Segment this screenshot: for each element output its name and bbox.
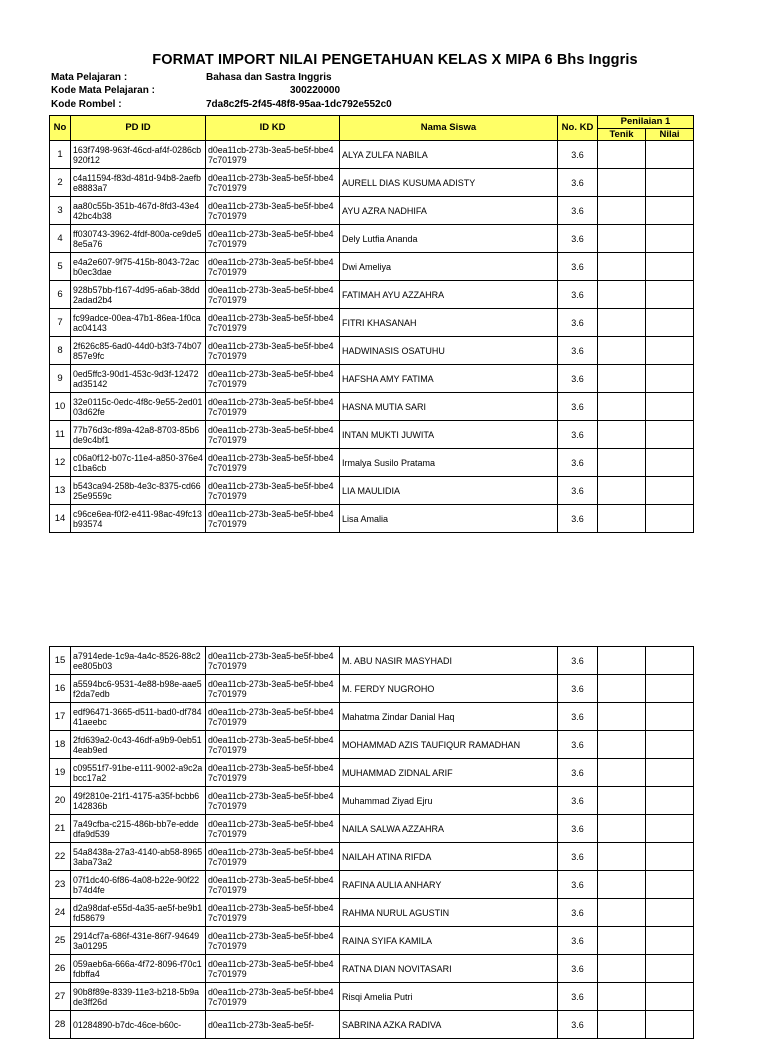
header-nama-siswa: Nama Siswa — [340, 116, 558, 141]
nama-siswa-cell: RAHMA NURUL AGUSTIN — [340, 899, 558, 927]
no-kd-cell: 3.6 — [558, 253, 598, 281]
teknik-cell[interactable] — [598, 927, 646, 955]
nama-siswa-cell: HADWINASIS OSATUHU — [340, 337, 558, 365]
table-row — [50, 703, 694, 731]
no-kd-cell: 3.6 — [558, 675, 598, 703]
no-kd-cell: 3.6 — [558, 787, 598, 815]
nilai-cell[interactable] — [646, 647, 694, 675]
nilai-cell[interactable] — [646, 815, 694, 843]
row-number: 7 — [50, 309, 71, 337]
pd-id-cell: c96ce6ea-f0f2-e411-98ac-49fc13b93574 — [71, 505, 206, 533]
no-kd-cell: 3.6 — [558, 449, 598, 477]
row-number: 21 — [50, 815, 71, 843]
table-row — [50, 647, 694, 675]
row-number: 18 — [50, 731, 71, 759]
nilai-cell[interactable] — [646, 365, 694, 393]
header-no: No — [50, 116, 71, 141]
no-kd-cell: 3.6 — [558, 899, 598, 927]
mapel-label: Mata Pelajaran : — [51, 72, 128, 83]
pd-id-cell: edf96471-3665-d511-bad0-df78441aeebc — [71, 703, 206, 731]
nilai-cell[interactable] — [646, 421, 694, 449]
pd-id-cell: 0ed5ffc3-90d1-453c-9d3f-12472ad35142 — [71, 365, 206, 393]
no-kd-cell: 3.6 — [558, 647, 598, 675]
row-number: 10 — [50, 393, 71, 421]
nilai-cell[interactable] — [646, 787, 694, 815]
id-kd-cell: d0ea11cb-273b-3ea5-be5f-bbe47c701979 — [206, 983, 340, 1011]
table-row — [50, 309, 694, 337]
row-number: 1 — [50, 141, 71, 169]
row-number: 3 — [50, 197, 71, 225]
teknik-cell[interactable] — [598, 731, 646, 759]
nama-siswa-cell: Dely Lutfia Ananda — [340, 225, 558, 253]
table-row — [50, 955, 694, 983]
teknik-cell[interactable] — [598, 843, 646, 871]
no-kd-cell: 3.6 — [558, 337, 598, 365]
nilai-cell[interactable] — [646, 983, 694, 1011]
teknik-cell[interactable] — [598, 647, 646, 675]
pd-id-cell: 163f7498-963f-46cd-af4f-0286cb920f12 — [71, 141, 206, 169]
teknik-cell[interactable] — [598, 477, 646, 505]
pd-id-cell: aa80c55b-351b-467d-8fd3-43e442bc4b38 — [71, 197, 206, 225]
nilai-cell[interactable] — [646, 169, 694, 197]
id-kd-cell: d0ea11cb-273b-3ea5-be5f-bbe47c701979 — [206, 309, 340, 337]
teknik-cell[interactable] — [598, 365, 646, 393]
pd-id-cell: c4a11594-f83d-481d-94b8-2aefbe8883a7 — [71, 169, 206, 197]
no-kd-cell: 3.6 — [558, 281, 598, 309]
no-kd-cell: 3.6 — [558, 505, 598, 533]
nama-siswa-cell: ALYA ZULFA NABILA — [340, 141, 558, 169]
header-nilai: Nilai — [646, 129, 694, 141]
kode-mapel-value: 300220000 — [290, 85, 341, 96]
id-kd-cell: d0ea11cb-273b-3ea5-be5f-bbe47c701979 — [206, 955, 340, 983]
row-number: 22 — [50, 843, 71, 871]
pd-id-cell: a5594bc6-9531-4e88-b98e-aae5f2da7edb — [71, 675, 206, 703]
no-kd-cell: 3.6 — [558, 477, 598, 505]
header-no-kd: No. KD — [558, 116, 598, 141]
no-kd-cell: 3.6 — [558, 1011, 598, 1039]
pd-id-cell: 77b76d3c-f89a-42a8-8703-85b6de9c4bf1 — [71, 421, 206, 449]
table-row — [50, 675, 694, 703]
table-row — [50, 225, 694, 253]
teknik-cell[interactable] — [598, 505, 646, 533]
teknik-cell[interactable] — [598, 955, 646, 983]
nama-siswa-cell: SABRINA AZKA RADIVA — [340, 1011, 558, 1039]
nilai-cell[interactable] — [646, 899, 694, 927]
no-kd-cell: 3.6 — [558, 225, 598, 253]
no-kd-cell: 3.6 — [558, 197, 598, 225]
id-kd-cell: d0ea11cb-273b-3ea5-be5f-bbe47c701979 — [206, 477, 340, 505]
table-row — [50, 899, 694, 927]
teknik-cell[interactable] — [598, 449, 646, 477]
nama-siswa-cell: Dwi Ameliya — [340, 253, 558, 281]
nilai-cell[interactable] — [646, 1011, 694, 1039]
id-kd-cell: d0ea11cb-273b-3ea5-be5f-bbe47c701979 — [206, 225, 340, 253]
teknik-cell[interactable] — [598, 871, 646, 899]
row-number: 25 — [50, 927, 71, 955]
nama-siswa-cell: Irmalya Susilo Pratama — [340, 449, 558, 477]
nilai-cell[interactable] — [646, 141, 694, 169]
header-pd-id: PD ID — [71, 116, 206, 141]
nilai-cell[interactable] — [646, 871, 694, 899]
id-kd-cell: d0ea11cb-273b-3ea5-be5f-bbe47c701979 — [206, 421, 340, 449]
pd-id-cell: 2f626c85-6ad0-44d0-b3f3-74b07857e9fc — [71, 337, 206, 365]
no-kd-cell: 3.6 — [558, 955, 598, 983]
teknik-cell[interactable] — [598, 309, 646, 337]
row-number: 23 — [50, 871, 71, 899]
table-row — [50, 337, 694, 365]
nama-siswa-cell: RAINA SYIFA KAMILA — [340, 927, 558, 955]
pd-id-cell: 54a8438a-27a3-4140-ab58-89653aba73a2 — [71, 843, 206, 871]
id-kd-cell: d0ea11cb-273b-3ea5-be5f-bbe47c701979 — [206, 505, 340, 533]
table-row — [50, 393, 694, 421]
pd-id-cell: ff030743-3962-4fdf-800a-ce9de58e5a76 — [71, 225, 206, 253]
teknik-cell[interactable] — [598, 1011, 646, 1039]
row-number: 6 — [50, 281, 71, 309]
teknik-cell[interactable] — [598, 899, 646, 927]
nilai-cell[interactable] — [646, 675, 694, 703]
id-kd-cell: d0ea11cb-273b-3ea5-be5f-bbe47c701979 — [206, 253, 340, 281]
table-row — [50, 281, 694, 309]
row-number: 26 — [50, 955, 71, 983]
teknik-cell[interactable] — [598, 197, 646, 225]
row-number: 8 — [50, 337, 71, 365]
nama-siswa-cell: INTAN MUKTI JUWITA — [340, 421, 558, 449]
no-kd-cell: 3.6 — [558, 871, 598, 899]
pd-id-cell: 7a49cfba-c215-486b-bb7e-eddedfa9d539 — [71, 815, 206, 843]
table-row — [50, 197, 694, 225]
no-kd-cell: 3.6 — [558, 983, 598, 1011]
table-row — [50, 141, 694, 169]
nilai-table-2 — [49, 646, 694, 1039]
kode-mapel-label: Kode Mata Pelajaran : — [51, 85, 155, 96]
nilai-cell[interactable] — [646, 505, 694, 533]
nilai-cell[interactable] — [646, 955, 694, 983]
no-kd-cell: 3.6 — [558, 309, 598, 337]
nilai-cell[interactable] — [646, 225, 694, 253]
nilai-cell[interactable] — [646, 253, 694, 281]
table-row — [50, 927, 694, 955]
nilai-cell[interactable] — [646, 337, 694, 365]
table-body-2 — [50, 647, 694, 1039]
nama-siswa-cell: HAFSHA AMY FATIMA — [340, 365, 558, 393]
nama-siswa-cell: LIA MAULIDIA — [340, 477, 558, 505]
nama-siswa-cell: Muhammad Ziyad Ejru — [340, 787, 558, 815]
page-title: FORMAT IMPORT NILAI PENGETAHUAN KELAS X MIPA 6 Bhs Inggris — [152, 52, 638, 68]
teknik-cell[interactable] — [598, 393, 646, 421]
nama-siswa-cell: Lisa Amalia — [340, 505, 558, 533]
no-kd-cell: 3.6 — [558, 731, 598, 759]
no-kd-cell: 3.6 — [558, 815, 598, 843]
nama-siswa-cell: AYU AZRA NADHIFA — [340, 197, 558, 225]
row-number: 16 — [50, 675, 71, 703]
nama-siswa-cell: FATIMAH AYU AZZAHRA — [340, 281, 558, 309]
table-row — [50, 759, 694, 787]
nama-siswa-cell: Risqi Amelia Putri — [340, 983, 558, 1011]
pd-id-cell: 32e0115c-0edc-4f8c-9e55-2ed0103d62fe — [71, 393, 206, 421]
pd-id-cell: a7914ede-1c9a-4a4c-8526-88c2ee805b03 — [71, 647, 206, 675]
id-kd-cell: d0ea11cb-273b-3ea5-be5f-bbe47c701979 — [206, 281, 340, 309]
table-row — [50, 421, 694, 449]
header-penilaian: Penilaian 1 — [598, 116, 694, 129]
teknik-cell[interactable] — [598, 169, 646, 197]
nilai-cell[interactable] — [646, 731, 694, 759]
nama-siswa-cell: NAILA SALWA AZZAHRA — [340, 815, 558, 843]
pd-id-cell: 928b57bb-f167-4d95-a6ab-38dd2adad2b4 — [71, 281, 206, 309]
nama-siswa-cell: Mahatma Zindar Danial Haq — [340, 703, 558, 731]
id-kd-cell: d0ea11cb-273b-3ea5-be5f-bbe47c701979 — [206, 675, 340, 703]
no-kd-cell: 3.6 — [558, 169, 598, 197]
teknik-cell[interactable] — [598, 225, 646, 253]
teknik-cell[interactable] — [598, 421, 646, 449]
nilai-cell[interactable] — [646, 927, 694, 955]
teknik-cell[interactable] — [598, 759, 646, 787]
rombel-value: 7da8c2f5-2f45-48f8-95aa-1dc792e552c0 — [206, 99, 392, 110]
nilai-cell[interactable] — [646, 309, 694, 337]
no-kd-cell: 3.6 — [558, 421, 598, 449]
nilai-cell[interactable] — [646, 393, 694, 421]
nama-siswa-cell: M. ABU NASIR MASYHADI — [340, 647, 558, 675]
id-kd-cell: d0ea11cb-273b-3ea5-be5f-bbe47c701979 — [206, 843, 340, 871]
row-number: 28 — [50, 1011, 71, 1039]
nama-siswa-cell: FITRI KHASANAH — [340, 309, 558, 337]
pd-id-cell: 059aeb6a-666a-4f72-8096-f70c1fdbffa4 — [71, 955, 206, 983]
row-number: 2 — [50, 169, 71, 197]
row-number: 24 — [50, 899, 71, 927]
nilai-cell[interactable] — [646, 281, 694, 309]
id-kd-cell: d0ea11cb-273b-3ea5-be5f-bbe47c701979 — [206, 787, 340, 815]
id-kd-cell: d0ea11cb-273b-3ea5-be5f-bbe47c701979 — [206, 169, 340, 197]
id-kd-cell: d0ea11cb-273b-3ea5-be5f-bbe47c701979 — [206, 927, 340, 955]
table-row — [50, 505, 694, 533]
id-kd-cell: d0ea11cb-273b-3ea5-be5f-bbe47c701979 — [206, 141, 340, 169]
teknik-cell[interactable] — [598, 983, 646, 1011]
header-id-kd: ID KD — [206, 116, 340, 141]
id-kd-cell: d0ea11cb-273b-3ea5-be5f-bbe47c701979 — [206, 815, 340, 843]
no-kd-cell: 3.6 — [558, 927, 598, 955]
id-kd-cell: d0ea11cb-273b-3ea5-be5f-bbe47c701979 — [206, 393, 340, 421]
id-kd-cell: d0ea11cb-273b-3ea5-be5f-bbe47c701979 — [206, 647, 340, 675]
row-number: 19 — [50, 759, 71, 787]
table-row — [50, 477, 694, 505]
row-number: 5 — [50, 253, 71, 281]
row-number: 9 — [50, 365, 71, 393]
mapel-value: Bahasa dan Sastra Inggris — [206, 72, 332, 83]
id-kd-cell: d0ea11cb-273b-3ea5-be5f-bbe47c701979 — [206, 759, 340, 787]
row-number: 14 — [50, 505, 71, 533]
nilai-cell[interactable] — [646, 449, 694, 477]
table-row — [50, 169, 694, 197]
pd-id-cell: b543ca94-258b-4e3c-8375-cd6625e9559c — [71, 477, 206, 505]
row-number: 27 — [50, 983, 71, 1011]
no-kd-cell: 3.6 — [558, 843, 598, 871]
nama-siswa-cell: MUHAMMAD ZIDNAL ARIF — [340, 759, 558, 787]
id-kd-cell: d0ea11cb-273b-3ea5-be5f-bbe47c701979 — [206, 449, 340, 477]
row-number: 11 — [50, 421, 71, 449]
header-teknik: Tenik — [598, 129, 646, 141]
pd-id-cell: 07f1dc40-6f86-4a08-b22e-90f22b74d4fe — [71, 871, 206, 899]
teknik-cell[interactable] — [598, 141, 646, 169]
nama-siswa-cell: MOHAMMAD AZIS TAUFIQUR RAMADHAN — [340, 731, 558, 759]
no-kd-cell: 3.6 — [558, 141, 598, 169]
pd-id-cell: 49f2810e-21f1-4175-a35f-bcbb6142836b — [71, 787, 206, 815]
table-row — [50, 815, 694, 843]
row-number: 15 — [50, 647, 71, 675]
row-number: 4 — [50, 225, 71, 253]
row-number: 13 — [50, 477, 71, 505]
nama-siswa-cell: RAFINA AULIA ANHARY — [340, 871, 558, 899]
teknik-cell[interactable] — [598, 281, 646, 309]
id-kd-cell: d0ea11cb-273b-3ea5-be5f-bbe47c701979 — [206, 731, 340, 759]
id-kd-cell: d0ea11cb-273b-3ea5-be5f- — [206, 1011, 340, 1039]
table-row — [50, 449, 694, 477]
row-number: 12 — [50, 449, 71, 477]
pd-id-cell: fc99adce-00ea-47b1-86ea-1f0caac04143 — [71, 309, 206, 337]
no-kd-cell: 3.6 — [558, 365, 598, 393]
id-kd-cell: d0ea11cb-273b-3ea5-be5f-bbe47c701979 — [206, 703, 340, 731]
nama-siswa-cell: NAILAH ATINA RIFDA — [340, 843, 558, 871]
nilai-cell[interactable] — [646, 477, 694, 505]
pd-id-cell: 90b8f89e-8339-11e3-b218-5b9ade3ff26d — [71, 983, 206, 1011]
table-row — [50, 253, 694, 281]
table-row — [50, 731, 694, 759]
nama-siswa-cell: RATNA DIAN NOVITASARI — [340, 955, 558, 983]
pd-id-cell: d2a98daf-e55d-4a35-ae5f-be9b1fd58679 — [71, 899, 206, 927]
id-kd-cell: d0ea11cb-273b-3ea5-be5f-bbe47c701979 — [206, 337, 340, 365]
pd-id-cell: e4a2e607-9f75-415b-8043-72acb0ec3dae — [71, 253, 206, 281]
id-kd-cell: d0ea11cb-273b-3ea5-be5f-bbe47c701979 — [206, 871, 340, 899]
table-row — [50, 365, 694, 393]
pd-id-cell: c06a0f12-b07c-11e4-a850-376e4c1ba6cb — [71, 449, 206, 477]
row-number: 17 — [50, 703, 71, 731]
table-row — [50, 871, 694, 899]
pd-id-cell: 01284890-b7dc-46ce-b60c- — [71, 1011, 206, 1039]
table-row — [50, 843, 694, 871]
table-body-1 — [50, 141, 694, 533]
row-number: 20 — [50, 787, 71, 815]
no-kd-cell: 3.6 — [558, 703, 598, 731]
rombel-label: Kode Rombel : — [51, 99, 122, 110]
nilai-cell[interactable] — [646, 703, 694, 731]
nilai-cell[interactable] — [646, 843, 694, 871]
table-row — [50, 787, 694, 815]
teknik-cell[interactable] — [598, 337, 646, 365]
nilai-cell[interactable] — [646, 759, 694, 787]
teknik-cell[interactable] — [598, 703, 646, 731]
id-kd-cell: d0ea11cb-273b-3ea5-be5f-bbe47c701979 — [206, 197, 340, 225]
pd-id-cell: 2fd639a2-0c43-46df-a9b9-0eb514eab9ed — [71, 731, 206, 759]
teknik-cell[interactable] — [598, 675, 646, 703]
nama-siswa-cell: AURELL DIAS KUSUMA ADISTY — [340, 169, 558, 197]
teknik-cell[interactable] — [598, 253, 646, 281]
table-row — [50, 983, 694, 1011]
id-kd-cell: d0ea11cb-273b-3ea5-be5f-bbe47c701979 — [206, 899, 340, 927]
pd-id-cell: 2914cf7a-686f-431e-86f7-946493a01295 — [71, 927, 206, 955]
nama-siswa-cell: HASNA MUTIA SARI — [340, 393, 558, 421]
no-kd-cell: 3.6 — [558, 393, 598, 421]
teknik-cell[interactable] — [598, 815, 646, 843]
teknik-cell[interactable] — [598, 787, 646, 815]
pd-id-cell: c09551f7-91be-e111-9002-a9c2abcc17a2 — [71, 759, 206, 787]
nilai-table-1 — [49, 115, 694, 533]
nilai-cell[interactable] — [646, 197, 694, 225]
no-kd-cell: 3.6 — [558, 759, 598, 787]
id-kd-cell: d0ea11cb-273b-3ea5-be5f-bbe47c701979 — [206, 365, 340, 393]
nama-siswa-cell: M. FERDY NUGROHO — [340, 675, 558, 703]
table-row — [50, 1011, 694, 1039]
